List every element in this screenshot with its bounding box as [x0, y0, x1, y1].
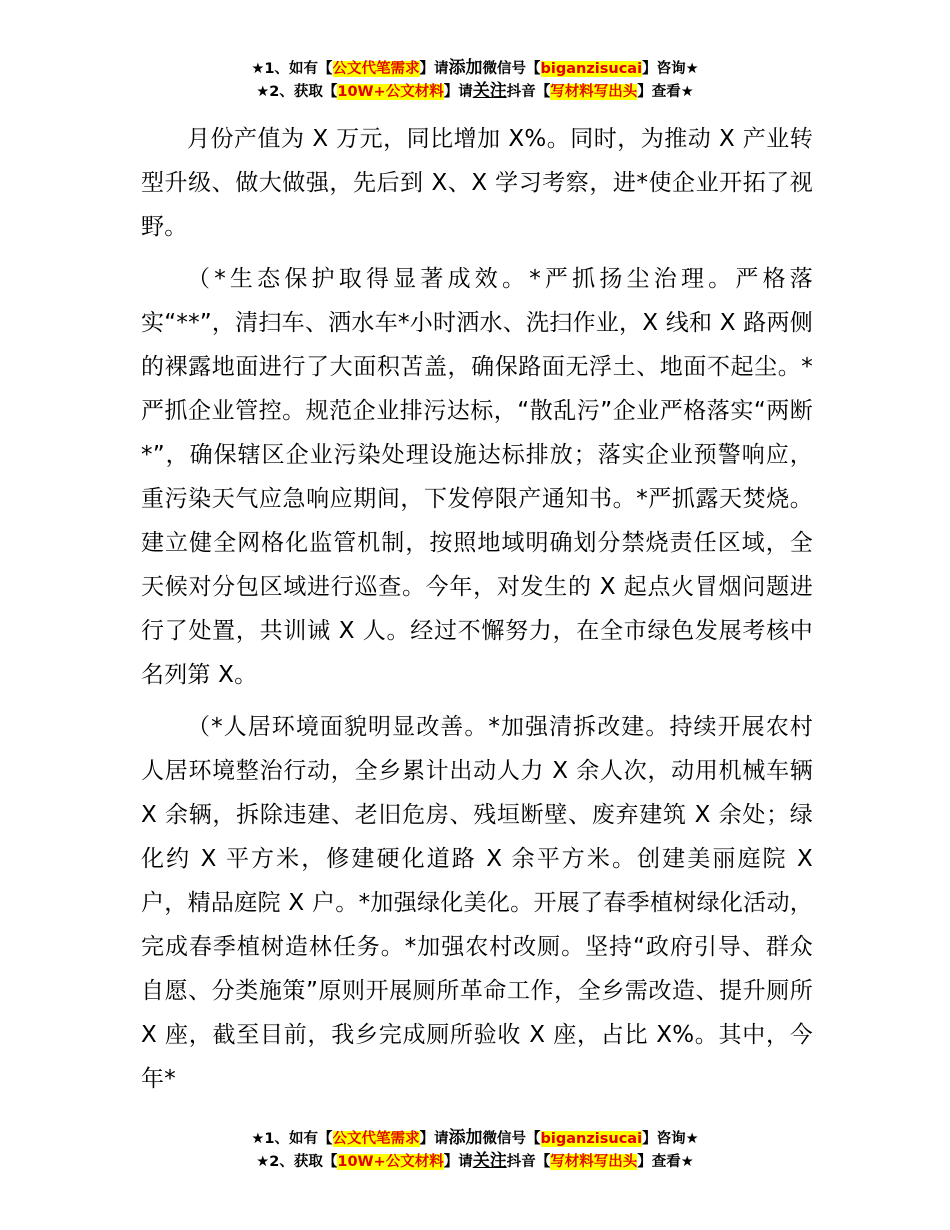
highlight-ghostwriting: 公文代笔需求 — [332, 61, 420, 77]
banner-text-large: 添加 — [448, 58, 483, 78]
document-body — [141, 117, 813, 1101]
paragraph: （*生态保护取得显著成效。*严抓扬尘治理。严格落实“**”，清扫车、洒水车*小时洒水、洗扫作业，X 线和 X 路两侧的裸露地面进行了大面积苫盖，确保路面无浮土、地面不起尘。*严抓企业管控。规范企业排污达标，“散乱污”企业严格落实“两断*”，确保辖区企业污染处理设施达标排放；落实企业预警响应，重污染天气应急响应期间，下发停限产通知书。*严抓露天焚烧。建立健全网格化监管机制，按照地域明确划分禁烧责任区域，全天候对分包区域进行巡查。今年，对发生的 X 起点火冒烟问题进行了处置，共训诫 X 人。经过不懈努力，在全市绿色发展考核中名列第 X。 — [141, 266, 813, 688]
paragraph: 月份产值为 X 万元，同比增加 X%。同时，为推动 X 产业转型升级、做大做强，先后到 X、X 学习考察，进*使企业开拓了视野。 — [141, 126, 813, 240]
banner-text: ★2、获取【 — [256, 1154, 338, 1170]
banner-text-large: 添加 — [448, 1128, 483, 1148]
banner-text: 】请 — [443, 1154, 473, 1170]
highlight-douyin-account: 写材料写出头 — [550, 1154, 638, 1170]
highlight-materials: 10W+公文材料 — [337, 84, 444, 100]
banner-line-1 — [0, 57, 950, 80]
header-banner — [0, 57, 950, 103]
highlight-wechat-id: biganzisucai — [540, 61, 643, 77]
highlight-materials: 10W+公文材料 — [337, 1154, 444, 1170]
banner-text: 】请 — [419, 61, 449, 77]
banner-text: 】查看★ — [637, 84, 694, 100]
banner-line-2 — [0, 80, 950, 103]
banner-text: 】查看★ — [637, 1154, 694, 1170]
banner-text-underlined: 关注 — [472, 81, 507, 101]
banner-text: 微信号【 — [482, 1131, 541, 1147]
highlight-wechat-id: biganzisucai — [540, 1131, 643, 1147]
banner-text: 微信号【 — [482, 61, 541, 77]
banner-text: 】请 — [443, 84, 473, 100]
banner-text: 】请 — [419, 1131, 449, 1147]
banner-text: ★1、如有【 — [251, 1131, 333, 1147]
banner-text: 】咨询★ — [642, 1131, 699, 1147]
banner-text: 抖音【 — [506, 84, 551, 100]
highlight-ghostwriting: 公文代笔需求 — [332, 1131, 420, 1147]
banner-text-underlined: 关注 — [472, 1151, 507, 1171]
banner-text: ★1、如有【 — [251, 61, 333, 77]
banner-text: 】咨询★ — [642, 61, 699, 77]
footer-banner — [0, 1127, 950, 1173]
banner-text: ★2、获取【 — [256, 84, 338, 100]
banner-line-2 — [0, 1150, 950, 1173]
paragraph: （*人居环境面貌明显改善。*加强清拆改建。持续开展农村人居环境整治行动，全乡累计出动人力 X 余人次，动用机械车辆 X 余辆，拆除违建、老旧危房、残垣断壁、废弃建筑 X 余处；绿化约 X 平方米，修建硬化道路 X 余平方米。创建美丽庭院 X 户，精品庭院 X 户。*加强绿化美化。开展了春季植树绿化活动，完成春季植树造林任务。*加强农村改厕。坚持“政府引导、群众自愿、分类施策”原则开展厕所革命工作，全乡需改造、提升厕所 X 座，截至目前，我乡完成厕所验收 X 座，占比 X%。其中，今年* — [141, 714, 813, 1092]
banner-line-1 — [0, 1127, 950, 1150]
banner-text: 抖音【 — [506, 1154, 551, 1170]
highlight-douyin-account: 写材料写出头 — [550, 84, 638, 100]
